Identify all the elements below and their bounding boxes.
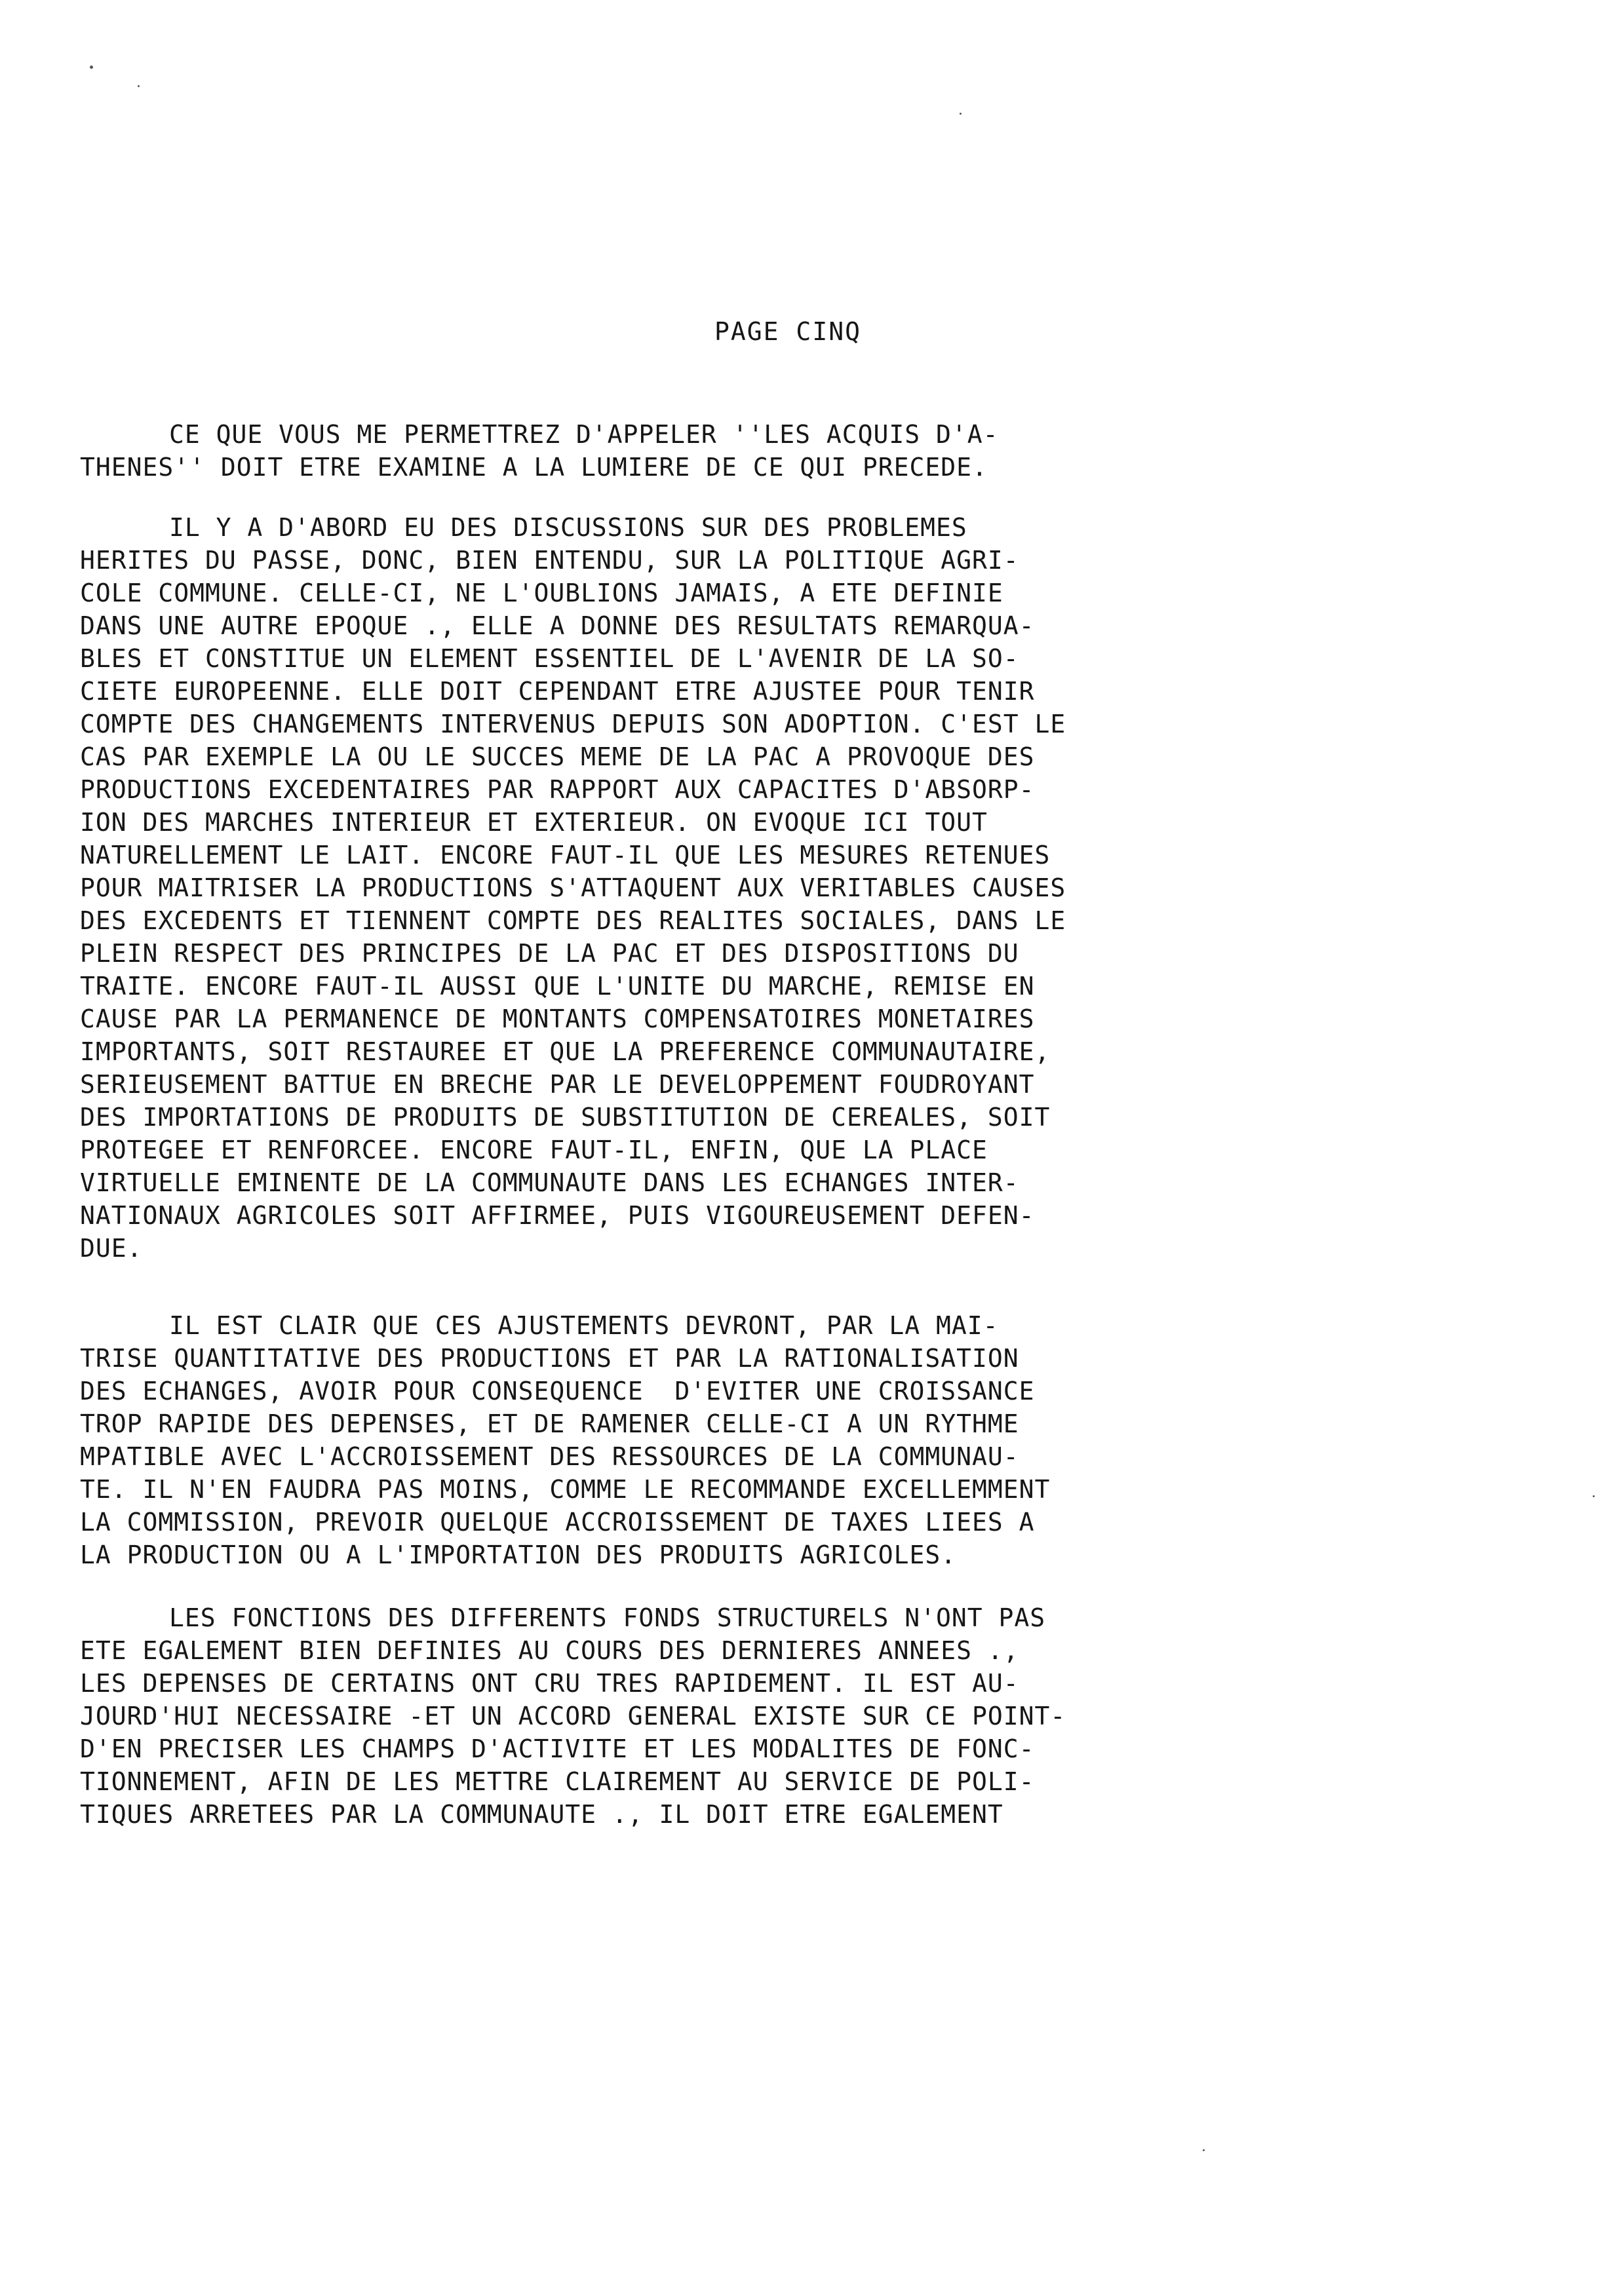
text-line: CIETE EUROPEENNE. ELLE DOIT CEPENDANT ETRE AJUSTEE POUR TENIR xyxy=(80,677,1035,706)
text-line: NATURELLEMENT LE LAIT. ENCORE FAUT-IL QUE LES MESURES RETENUES xyxy=(80,841,1051,870)
text-line: DANS UNE AUTRE EPOQUE ., ELLE A DONNE DES RESULTATS REMARQUA- xyxy=(80,611,1035,640)
text-line: ION DES MARCHES INTERIEUR ET EXTERIEUR. ON EVOQUE ICI TOUT xyxy=(80,808,988,837)
text-line: CE QUE VOUS ME PERMETTREZ D'APPELER ''LES ACQUIS D'A- xyxy=(169,420,999,449)
text-line: HERITES DU PASSE, DONC, BIEN ENTENDU, SUR LA POLITIQUE AGRI- xyxy=(80,546,1019,575)
text-line: COLE COMMUNE. CELLE-CI, NE L'OUBLIONS JAMAIS, A ETE DEFINIE xyxy=(80,579,1003,607)
text-line: TRAITE. ENCORE FAUT-IL AUSSI QUE L'UNITE DU MARCHE, REMISE EN xyxy=(80,972,1035,1001)
text-line: CAUSE PAR LA PERMANENCE DE MONTANTS COMPENSATOIRES MONETAIRES xyxy=(80,1004,1035,1033)
text-line: VIRTUELLE EMINENTE DE LA COMMUNAUTE DANS LES ECHANGES INTER- xyxy=(80,1168,1019,1197)
text-line: ETE EGALEMENT BIEN DEFINIES AU COURS DES DERNIERES ANNEES ., xyxy=(80,1636,1019,1665)
text-line: TE. IL N'EN FAUDRA PAS MOINS, COMME LE RECOMMANDE EXCELLEMMENT xyxy=(80,1475,1051,1504)
text-line: IL EST CLAIR QUE CES AJUSTEMENTS DEVRONT, PAR LA MAI- xyxy=(169,1311,999,1340)
text-line: LA PRODUCTION OU A L'IMPORTATION DES PRODUITS AGRICOLES. xyxy=(80,1540,957,1569)
text-line: DUE. xyxy=(80,1234,143,1263)
text-line: MPATIBLE AVEC L'ACCROISSEMENT DES RESSOURCES DE LA COMMUNAU- xyxy=(80,1442,1019,1471)
text-line: IMPORTANTS, SOIT RESTAUREE ET QUE LA PREFERENCE COMMUNAUTAIRE, xyxy=(80,1037,1051,1066)
text-line: DES EXCEDENTS ET TIENNENT COMPTE DES REALITES SOCIALES, DANS LE xyxy=(80,906,1066,935)
text-line: CAS PAR EXEMPLE LA OU LE SUCCES MEME DE LA PAC A PROVOQUE DES xyxy=(80,742,1035,771)
text-line: LES DEPENSES DE CERTAINS ONT CRU TRES RAPIDEMENT. IL EST AU- xyxy=(80,1669,1019,1698)
text-line: NATIONAUX AGRICOLES SOIT AFFIRMEE, PUIS VIGOUREUSEMENT DEFEN- xyxy=(80,1201,1035,1230)
text-line: TIONNEMENT, AFIN DE LES METTRE CLAIREMENT AU SERVICE DE POLI- xyxy=(80,1767,1035,1796)
text-line: DES IMPORTATIONS DE PRODUITS DE SUBSTITUTION DE CEREALES, SOIT xyxy=(80,1103,1051,1132)
paragraph xyxy=(80,1309,1312,1571)
text-line: PRODUCTIONS EXCEDENTAIRES PAR RAPPORT AUX CAPACITES D'ABSORP- xyxy=(80,775,1035,804)
text-line: PLEIN RESPECT DES PRINCIPES DE LA PAC ET DES DISPOSITIONS DU xyxy=(80,939,1019,968)
text-line: THENES'' DOIT ETRE EXAMINE A LA LUMIERE DE CE QUI PRECEDE. xyxy=(80,453,988,482)
scan-speck xyxy=(1203,2149,1205,2151)
scan-speck xyxy=(960,113,962,115)
text-line: PROTEGEE ET RENFORCEE. ENCORE FAUT-IL, ENFIN, QUE LA PLACE xyxy=(80,1136,988,1164)
text-line: TROP RAPIDE DES DEPENSES, ET DE RAMENER CELLE-CI A UN RYTHME xyxy=(80,1409,1019,1438)
text-line: COMPTE DES CHANGEMENTS INTERVENUS DEPUIS SON ADOPTION. C'EST LE xyxy=(80,710,1066,738)
text-line: LES FONCTIONS DES DIFFERENTS FONDS STRUCTURELS N'ONT PAS xyxy=(169,1603,1046,1632)
text-line: DES ECHANGES, AVOIR POUR CONSEQUENCE D'EVITER UNE CROISSANCE xyxy=(80,1377,1035,1406)
paragraph xyxy=(80,1601,1312,1831)
paragraph xyxy=(80,511,1312,1265)
text-line: SERIEUSEMENT BATTUE EN BRECHE PAR LE DEVELOPPEMENT FOUDROYANT xyxy=(80,1070,1035,1099)
paragraph xyxy=(80,418,1312,484)
page-heading: PAGE CINQ xyxy=(714,317,861,346)
scan-speck xyxy=(1593,1495,1595,1497)
scan-speck xyxy=(138,85,140,87)
text-line: TRISE QUANTITATIVE DES PRODUCTIONS ET PAR LA RATIONALISATION xyxy=(80,1344,1019,1373)
text-line: BLES ET CONSTITUE UN ELEMENT ESSENTIEL DE L'AVENIR DE LA SO- xyxy=(80,644,1019,673)
text-line: IL Y A D'ABORD EU DES DISCUSSIONS SUR DES PROBLEMES xyxy=(169,513,967,542)
scan-speck xyxy=(90,66,93,69)
text-line: LA COMMISSION, PREVOIR QUELQUE ACCROISSEMENT DE TAXES LIEES A xyxy=(80,1508,1035,1537)
text-line: D'EN PRECISER LES CHAMPS D'ACTIVITE ET LES MODALITES DE FONC- xyxy=(80,1734,1035,1763)
text-line: JOURD'HUI NECESSAIRE -ET UN ACCORD GENERAL EXISTE SUR CE POINT- xyxy=(80,1702,1066,1731)
text-line: TIQUES ARRETEES PAR LA COMMUNAUTE ., IL DOIT ETRE EGALEMENT xyxy=(80,1800,1003,1829)
text-line: POUR MAITRISER LA PRODUCTIONS S'ATTAQUENT AUX VERITABLES CAUSES xyxy=(80,873,1066,902)
